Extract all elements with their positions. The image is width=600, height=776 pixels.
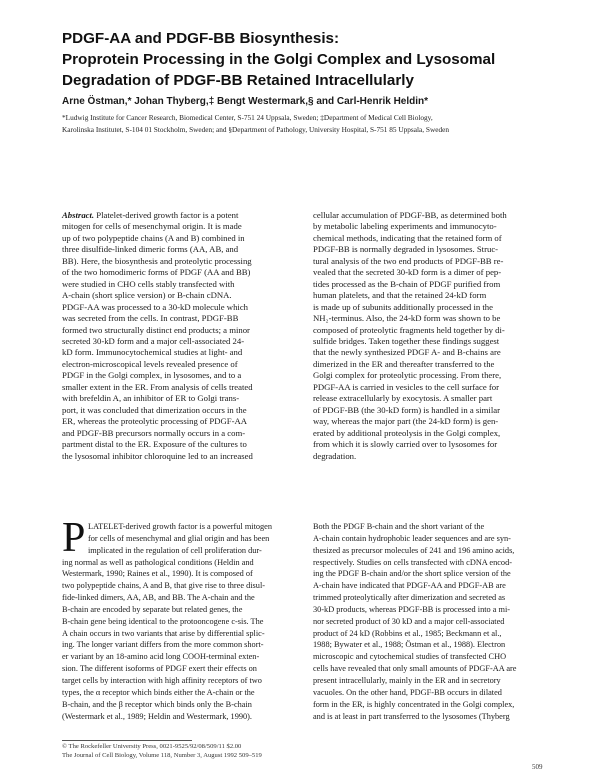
text-line: kD form. Immunocytochemical studies at light- and <box>62 347 243 358</box>
text-line: LATELET-derived growth factor is a powerful mitogen <box>88 522 273 531</box>
text-line: PDGF in the Golgi complex, in lysosomes, and to a <box>62 370 242 381</box>
text-line: A chain occurs in two variants that arise by differential splic- <box>62 628 265 638</box>
text-line: BB). Here, the biosynthesis and proteolytic processing <box>62 255 252 266</box>
text-line: formed two structurally distinct end products; a minor <box>62 324 250 335</box>
text-line: way, whereas the major part (the 24-kD form) is gen- <box>313 416 499 427</box>
text-line: B-chain gene being identical to the protooncogene c-sis. The <box>62 616 264 626</box>
text-line: types, the α receptor which binds either the A-chain or the <box>62 687 255 697</box>
text-line: target cells by interaction with high affinity receptors of two <box>62 675 262 685</box>
text-line: (Westermark et al., 1989; Heldin and Westermark, 1990). <box>62 711 252 721</box>
text-line: implicated in the regulation of cell proliferation dur- <box>88 545 262 555</box>
text-line: mitogen for cells of mesenchymal origin. It is made <box>62 221 242 232</box>
page-number: 509 <box>532 763 543 771</box>
text-line: vacuoles. On the other hand, PDGF-BB occurs in dilated <box>313 687 502 697</box>
text-line: PDGF-AA is carried in vesicles to the cell surface for <box>313 381 500 392</box>
title-line-2: Proprotein Processing in the Golgi Complex and Lysosomal <box>62 51 496 68</box>
abstract-text: Platelet-derived growth factor is a potent <box>94 210 239 220</box>
text-line: the lysosomal inhibitor chloroquine led to an increased <box>62 450 253 461</box>
text-line: tides processed as the B-chain of PDGF purified from <box>313 278 501 289</box>
affiliations <box>62 112 582 136</box>
text-line: release extracellularly by exocytosis. A smaller part <box>313 393 493 404</box>
body-column-left <box>62 515 312 722</box>
text-line: A-chain have indicated that PDGF-AA and PDGF-AB are <box>313 581 506 591</box>
text-line: dimerized in the ER and thereafter transferred to the <box>313 358 495 369</box>
text-line: Golgi complex for proteolytic processing. From there, <box>313 370 502 381</box>
text-line: cellular accumulation of PDGF-BB, as determined both <box>313 210 507 220</box>
text-line: partment distal to the ER. Exposure of the cultures to <box>62 439 247 450</box>
text-line: 1988; Bywater et al., 1988; Östman et al., 1988). Electron <box>313 640 506 650</box>
text-line: PDGF-BB is normally degraded in lysosomes. Struc- <box>313 244 499 255</box>
footnote <box>62 743 542 760</box>
text-line: form in the ER, is highly concentrated in the Golgi complex, <box>313 699 515 709</box>
text-line: by metabolic labeling experiments and immunocyto- <box>313 221 497 232</box>
text-line: was secreted from the cells. In contrast, PDGF-BB <box>62 313 239 324</box>
text-line: nor secreted product of 30 kD and a major cell-associated <box>313 616 505 626</box>
text-line: ing normal as well as pathological conditions (Heldin and <box>62 557 254 567</box>
text-line: present intracellularly, mainly in the ER and in secretory <box>313 675 501 685</box>
text-line: sion. The different isoforms of PDGF exert their effects on <box>62 664 257 674</box>
text-line: microscopic and cytochemical studies of transfected CHO <box>313 652 507 662</box>
text-line: A-chain contain hydrophobic leader sequences and are syn- <box>313 533 511 543</box>
text-line: 30-kD products, whereas PDGF-BB is processed into a mi- <box>313 604 511 614</box>
text-line: PDGF-AA was processed to a 30-kD molecule which <box>62 301 249 312</box>
title-line-1: PDGF-AA and PDGF-BB Biosynthesis: <box>62 30 340 47</box>
text-line: of PDGF-BB (the 30-kD form) is handled in a similar <box>313 404 500 415</box>
article-title <box>62 28 562 91</box>
text-line: is made up of subunits additionally processed in the <box>313 301 493 312</box>
text-line: secreted 30-kD form and a major cell-associated 24- <box>62 335 245 346</box>
text-line: B-chain, and the β receptor which binds only the B-chain <box>62 699 252 709</box>
footnote-rule <box>62 740 192 741</box>
text-line: B-chain are encoded by separate but related genes, the <box>62 604 243 614</box>
title-line-3: Degradation of PDGF-BB Retained Intracellularly <box>62 72 414 89</box>
text-line: of the two homodimeric forms of PDGF (AA and BB) <box>62 267 251 278</box>
text-line: fide-linked dimers, AA, AB, and BB. The A-chain and the <box>62 593 255 603</box>
copyright-line: © The Rockefeller University Press, 0021-9525/92/08/509/11 $2.00 <box>62 743 242 750</box>
text-line: two polypeptide chains, A and B, that give rise to three disul- <box>62 581 266 591</box>
text-line: degradation. <box>313 450 357 461</box>
text-line: three disulfide-linked dimeric forms (AA, AB, and <box>62 244 239 255</box>
text-line <box>62 210 296 221</box>
abstract-label: Abstract. <box>62 210 95 220</box>
text-line: for cells of mesenchymal and glial origin and has been <box>88 533 270 543</box>
author-list: Arne Östman,* Johan Thyberg,‡ Bengt Westermark,§ and Carl-Henrik Heldin* <box>62 96 429 107</box>
text-line: respectively. Studies on cells transfected with cDNA encod- <box>313 557 512 567</box>
text-line: were studied in CHO cells stably transfected with <box>62 278 235 289</box>
text-line: erated by additional proteolysis in the Golgi complex, <box>313 427 501 438</box>
abstract-column-right <box>313 210 563 462</box>
text-line: Both the PDGF B-chain and the short variant of the <box>313 522 485 531</box>
text-line: composed of proteolytic fragments held together by di- <box>313 324 505 335</box>
text-line: that the newly synthesized PDGF A- and B-chains are <box>313 347 501 358</box>
text-line: with brefeldin A, an inhibitor of ER to Golgi trans- <box>62 393 240 404</box>
affiliation-line: *Ludwig Institute for Cancer Research, Biomedical Center, S-751 24 Uppsala, Sweden; ‡Department of Medical Cell Biology, <box>62 113 433 122</box>
text-line: smaller extent in the ER. From analysis of cells treated <box>62 381 253 392</box>
text-line: thesized as precursor molecules of 241 and 196 amino acids, <box>313 545 515 555</box>
text-line: and PDGF-BB precursors normally occurs in a com- <box>62 427 246 438</box>
text-line: ER, whereas the proteolytic processing of PDGF-AA <box>62 416 248 427</box>
text-line: ing the PDGF B-chain and/or the short splice version of the <box>313 569 511 579</box>
text-line: and is at least in part transferred to the lysosomes (Thyberg <box>313 711 510 721</box>
text-line: er variant by an 18-amino acid long COOH-terminal exten- <box>62 652 260 662</box>
text-line: up of two polypeptide chains (A and B) combined in <box>62 232 245 243</box>
text-line: chemical methods, indicating that the retained form of <box>313 232 502 243</box>
drop-cap: P <box>62 515 86 561</box>
text-line: electron-microscopical levels revealed presence of <box>62 358 238 369</box>
text-line: tural analysis of the two end products of PDGF-BB re- <box>313 255 504 266</box>
text-line: human platelets, and that the retained 24-kD form <box>313 290 487 301</box>
text-line: from which it is slowly carried over to lysosomes for <box>313 439 498 450</box>
text-line: vealed that the secreted 30-kD form is a dimer of pep- <box>313 267 502 278</box>
citation-line: The Journal of Cell Biology, Volume 118, Number 3, August 1992 509–519 <box>62 751 262 759</box>
text-line: product of 24 kD (Robbins et al., 1985; Beckmann et al., <box>313 628 502 638</box>
text-line: A-chain (short splice version) or B-chain cDNA. <box>62 290 232 301</box>
abstract-column-left <box>62 210 296 462</box>
text-line: ing. The longer variant differs from the more common short- <box>62 640 264 650</box>
text-line: cells have revealed that only small amounts of PDGF-AA are <box>313 664 517 674</box>
text-line: trimmed proteolytically after dimerization and secreted as <box>313 593 506 603</box>
text-line: NH₂-terminus. Also, the 24-kD form was shown to be <box>313 313 501 324</box>
text-line: port, it was concluded that dimerization occurs in the <box>62 404 247 415</box>
body-column-right <box>313 521 563 722</box>
text-line: Westermark, 1990; Raines et al., 1990). It is composed of <box>62 569 253 579</box>
affiliation-line: Karolinska Institutet, S-104 01 Stockholm, Sweden; and §Department of Pathology, University Hospital, S-751 85 Uppsala, Sweden <box>62 125 450 134</box>
text-line: sulfide bridges. Taken together these findings suggest <box>313 335 500 346</box>
